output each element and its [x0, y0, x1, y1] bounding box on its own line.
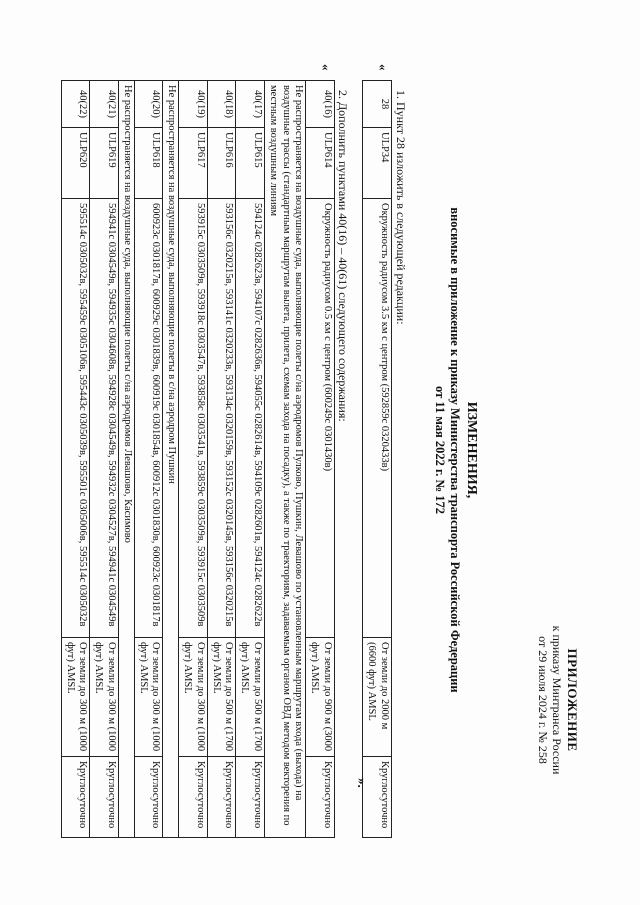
boundary-cell: 594941с 0304549в, 594935с 0304608в, 594928с 0304549в, 594932с 0304527в, 594941с 0304549в	[90, 199, 119, 638]
time-cell: Круглосуточно	[363, 757, 392, 838]
altitude-cell: От земли до 300 м (1000 фут) AMSL	[134, 638, 163, 757]
table-note-row	[265, 81, 306, 838]
quote-close-1: ».	[355, 778, 370, 788]
table-row	[363, 81, 392, 838]
table-2	[61, 80, 335, 838]
item-number-cell: 28	[363, 81, 392, 128]
boundary-cell: Окружность радиусом 0.5 км с центром (600249с 0301430в)	[306, 199, 335, 638]
zone-code-cell: ULP618	[134, 128, 163, 199]
item1-text: 1. Пункт 28 изложить в следующей редакции:	[394, 90, 408, 325]
table-row	[306, 81, 335, 838]
boundary-cell: 595514с 0305032в, 595459с 0305106в, 595443с 0305039в, 595501с 0305006в, 595514с 0305032в	[61, 199, 90, 638]
item-number-cell: 40(18)	[207, 81, 236, 128]
table-1	[362, 80, 392, 838]
quote-open-1: «	[376, 64, 391, 71]
zone-code-cell: ULP615	[236, 128, 265, 199]
heading-line2: вносимые в приложение к приказу Министерства транспорта Российской Федерации	[448, 207, 463, 693]
note-cell: Не распространяется на воздушные суда, выполняющие полеты с/на аэродромов Пулково, Пушкин, Левашово по установленным маршрутам входа (выхода) на воздушные трассы (стандартным маршрутам вылета, прилета, схемам захода на посадку), а также по траекториям, задаваемым органом ОВД методом векторения по местным воздушным линиям	[265, 81, 306, 838]
table-row	[179, 81, 208, 838]
rotated-sheet	[20, 60, 580, 840]
boundary-cell: 600923с 0301817в, 600929с 0301839в, 600919с 0301854в, 600912с 0301830в, 600923с 0301817в	[134, 199, 163, 638]
table-note-row	[163, 81, 179, 838]
table-row	[134, 81, 163, 838]
altitude-cell: От земли до 2000 м (6600 фут) AMSL	[363, 638, 392, 757]
appendix-line3: от 29 июля 2024 г. № 258	[536, 636, 551, 764]
zone-code-cell: ULP34	[363, 128, 392, 199]
zone-code-cell: ULP617	[179, 128, 208, 199]
time-cell: Круглосуточно	[236, 757, 265, 838]
time-cell: Круглосуточно	[306, 757, 335, 838]
boundary-cell: 594124с 0282623в, 594107с 0282636в, 594055с 0282614в, 594109с 0282601в, 594124с 0282622в	[236, 199, 265, 638]
appendix-block	[536, 570, 580, 830]
altitude-cell: От земли до 300 м (1000 фут) AMSL	[179, 638, 208, 757]
zone-code-cell: ULP616	[207, 128, 236, 199]
altitude-cell: От земли до 300 м (1000 фут) AMSL	[61, 638, 90, 757]
zone-code-cell: ULP620	[61, 128, 90, 199]
table-note-row	[119, 81, 135, 838]
table-row	[90, 81, 119, 838]
item-number-cell: 40(17)	[236, 81, 265, 128]
quote-open-2: «	[319, 64, 334, 71]
heading-block	[431, 60, 480, 840]
table-row	[207, 81, 236, 838]
item-number-cell: 40(19)	[179, 81, 208, 128]
altitude-cell: От земли до 300 м (1000 фут) AMSL	[90, 638, 119, 757]
heading-line3: от 11 мая 2022 г. № 172	[432, 386, 447, 514]
time-cell: Круглосуточно	[61, 757, 90, 838]
item-number-cell: 40(16)	[306, 81, 335, 128]
table-row	[61, 81, 90, 838]
boundary-cell: 593915с 0303509в, 593918с 0303547в, 593858с 0303541в, 593859с 0303509в, 593915с 0303509в	[179, 199, 208, 638]
zone-code-cell: ULP619	[90, 128, 119, 199]
boundary-cell: 593156с 0320215в, 593141с 0320233в, 593134с 0320159в, 593152с 0320145в, 593156с 0320215в	[207, 199, 236, 638]
time-cell: Круглосуточно	[134, 757, 163, 838]
appendix-title: ПРИЛОЖЕНИЕ	[565, 648, 580, 752]
appendix-line2: к приказу Минтранса России	[550, 625, 565, 775]
altitude-cell: От земли до 500 м (1700 фут) AMSL	[236, 638, 265, 757]
altitude-cell: От земли до 900 м (3000 фут) AMSL	[306, 638, 335, 757]
item-number-cell: 40(20)	[134, 81, 163, 128]
zone-code-cell: ULP614	[306, 128, 335, 199]
item-number-cell: 40(22)	[61, 81, 90, 128]
time-cell: Круглосуточно	[90, 757, 119, 838]
item-number-cell: 40(21)	[90, 81, 119, 128]
note-cell: Не распространяется на воздушные суда, выполняющие полеты в с/на аэродром Пушкин	[163, 81, 179, 838]
boundary-cell: Окружность радиусом 3.5 км с центром (592859с 0320433в)	[363, 199, 392, 638]
altitude-cell: От земли до 500 м (1700 фут) AMSL	[207, 638, 236, 757]
time-cell: Круглосуточно	[207, 757, 236, 838]
heading-title: ИЗМЕНЕНИЯ,	[464, 401, 479, 499]
note-cell: Не распространяется на воздушные суда, выполняющие полеты с/на аэродромов Левашово, Касимово	[119, 81, 135, 838]
item2-text: 2. Дополнить пунктами 40(16) – 40(61) следующего содержания:	[336, 90, 350, 422]
table-row	[236, 81, 265, 838]
time-cell: Круглосуточно	[179, 757, 208, 838]
